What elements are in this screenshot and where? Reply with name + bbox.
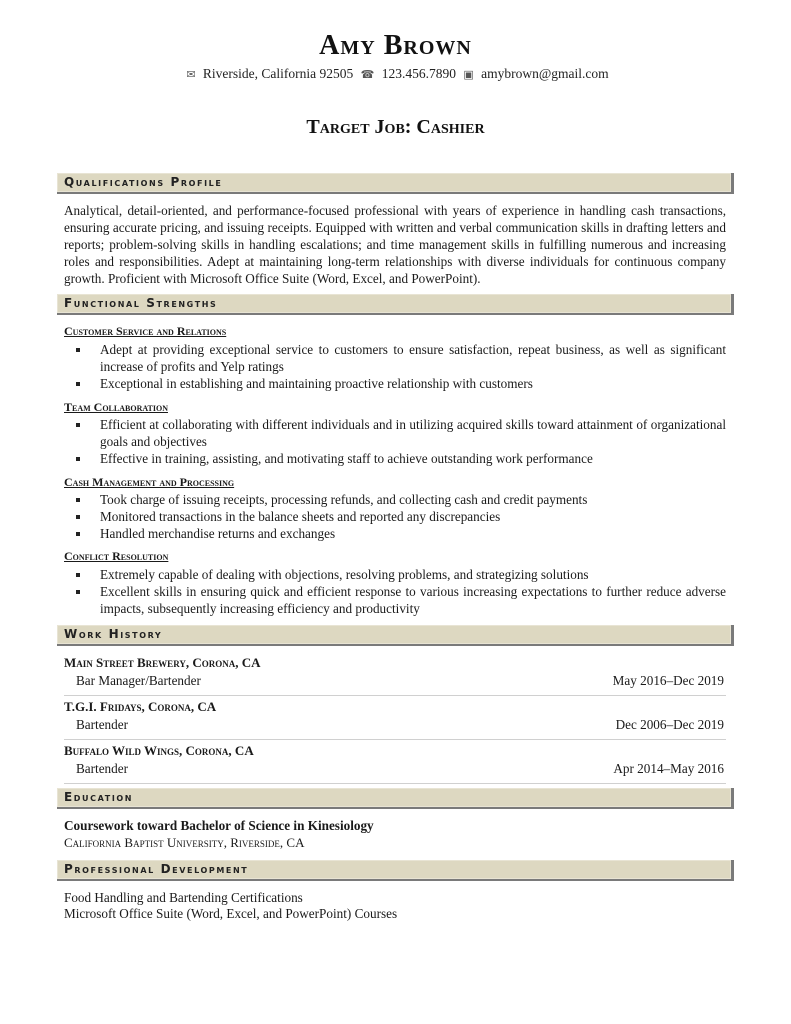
bullet-icon [76, 498, 80, 502]
list-item: Took charge of issuing receipts, processing refunds, and collecting cash and credit payments [64, 491, 726, 508]
bullet-icon [76, 423, 80, 427]
professional-development-item: Microsoft Office Suite (Word, Excel, and PowerPoint) Courses [64, 906, 398, 921]
strength-list-cash-management [64, 491, 726, 542]
computer-icon: ▣ [463, 69, 474, 81]
job-dates: Apr 2014–May 2016 [613, 761, 724, 776]
list-item: Efficient at collaborating with different individuals and in utilizing acquired skills toward attainment of organizational goals and objectives [64, 416, 726, 450]
phone: 123.456.7890 [381, 66, 456, 81]
section-header-work-history [57, 625, 734, 646]
contact-line [0, 66, 791, 82]
strength-heading-customer-service: Customer Service and Relations [64, 324, 227, 338]
section-header-education [57, 788, 734, 809]
section-title: Functional Strengths [64, 296, 218, 310]
list-item: Extremely capable of dealing with objections, resolving problems, and strategizing solutions [64, 566, 726, 583]
job-dates: May 2016–Dec 2019 [612, 673, 724, 688]
list-item: Adept at providing exceptional service to customers to ensure satisfaction, repeat business, as well as significant increase of profits and Yelp ratings [64, 341, 726, 375]
job-dates: Dec 2006–Dec 2019 [615, 717, 724, 732]
section-header-strengths [57, 294, 734, 315]
job-entry [64, 743, 726, 784]
strength-heading-team-collaboration: Team Collaboration [64, 400, 168, 414]
job-role: Bar Manager/Bartender [76, 673, 201, 688]
list-item: Effective in training, assisting, and motivating staff to achieve outstanding work performance [64, 450, 726, 467]
bullet-icon [76, 515, 80, 519]
email: amybrown@gmail.com [481, 66, 609, 81]
job-role: Bartender [76, 761, 128, 776]
employer: T.G.I. Fridays, Corona, CA [64, 699, 217, 714]
job-entry [64, 699, 726, 740]
section-header-qualifications [57, 173, 734, 194]
section-title: Professional Development [64, 862, 249, 876]
address: Riverside, California 92505 [202, 66, 354, 81]
list-item: Exceptional in establishing and maintaining proactive relationship with customers [64, 375, 726, 392]
section-title: Education [64, 790, 134, 804]
section-title: Qualifications Profile [64, 175, 223, 189]
employer: Main Street Brewery, Corona, CA [64, 655, 261, 670]
education-degree: Coursework toward Bachelor of Science in Kinesiology [64, 818, 374, 833]
qualifications-summary: Analytical, detail-oriented, and performance-focused professional with years of experience in handling cash transactions, ensuring accurate pricing, and issuing receipts. Equipped with written and verbal communication skills in drafting letters and reports; problem-solving skills in handling escalations; and time management skills in fulfilling numerous and increasing roles and responsibilities. Adept at maintaining long-term relationships with diverse individuals for continuous company growth. Proficient with Microsoft Office Suite (Word, Excel, and PowerPoint). [64, 203, 726, 286]
bullet-icon [76, 382, 80, 386]
strength-list-team-collaboration [64, 416, 726, 467]
list-item: Excellent skills in ensuring quick and efficient response to various increasing expectations to further reduce adverse impacts, subsequently increasing efficiency and productivity [64, 583, 726, 617]
section-header-professional-development [57, 860, 734, 881]
professional-development-item: Food Handling and Bartending Certifications [64, 890, 303, 905]
strength-list-conflict-resolution [64, 566, 726, 617]
bullet-icon [76, 457, 80, 461]
bullet-icon [76, 573, 80, 577]
phone-icon: ☎ [360, 69, 375, 81]
bullet-icon [76, 532, 80, 536]
strength-list-customer-service [64, 341, 726, 392]
strength-heading-cash-management: Cash Management and Processing [64, 475, 235, 489]
mailbox-icon: ✉ [186, 69, 196, 81]
strength-heading-conflict-resolution: Conflict Resolution [64, 549, 169, 563]
education-school: California Baptist University, Riverside, CA [64, 835, 305, 850]
list-item: Handled merchandise returns and exchanges [64, 525, 726, 542]
job-role: Bartender [76, 717, 128, 732]
section-title: Work History [64, 627, 163, 641]
job-entry [64, 655, 726, 696]
bullet-icon [76, 348, 80, 352]
employer: Buffalo Wild Wings, Corona, CA [64, 743, 254, 758]
list-item: Monitored transactions in the balance sheets and reported any discrepancies [64, 508, 726, 525]
target-job-title: Target Job: Cashier [306, 116, 485, 138]
candidate-name: Amy Brown [319, 30, 472, 61]
bullet-icon [76, 590, 80, 594]
